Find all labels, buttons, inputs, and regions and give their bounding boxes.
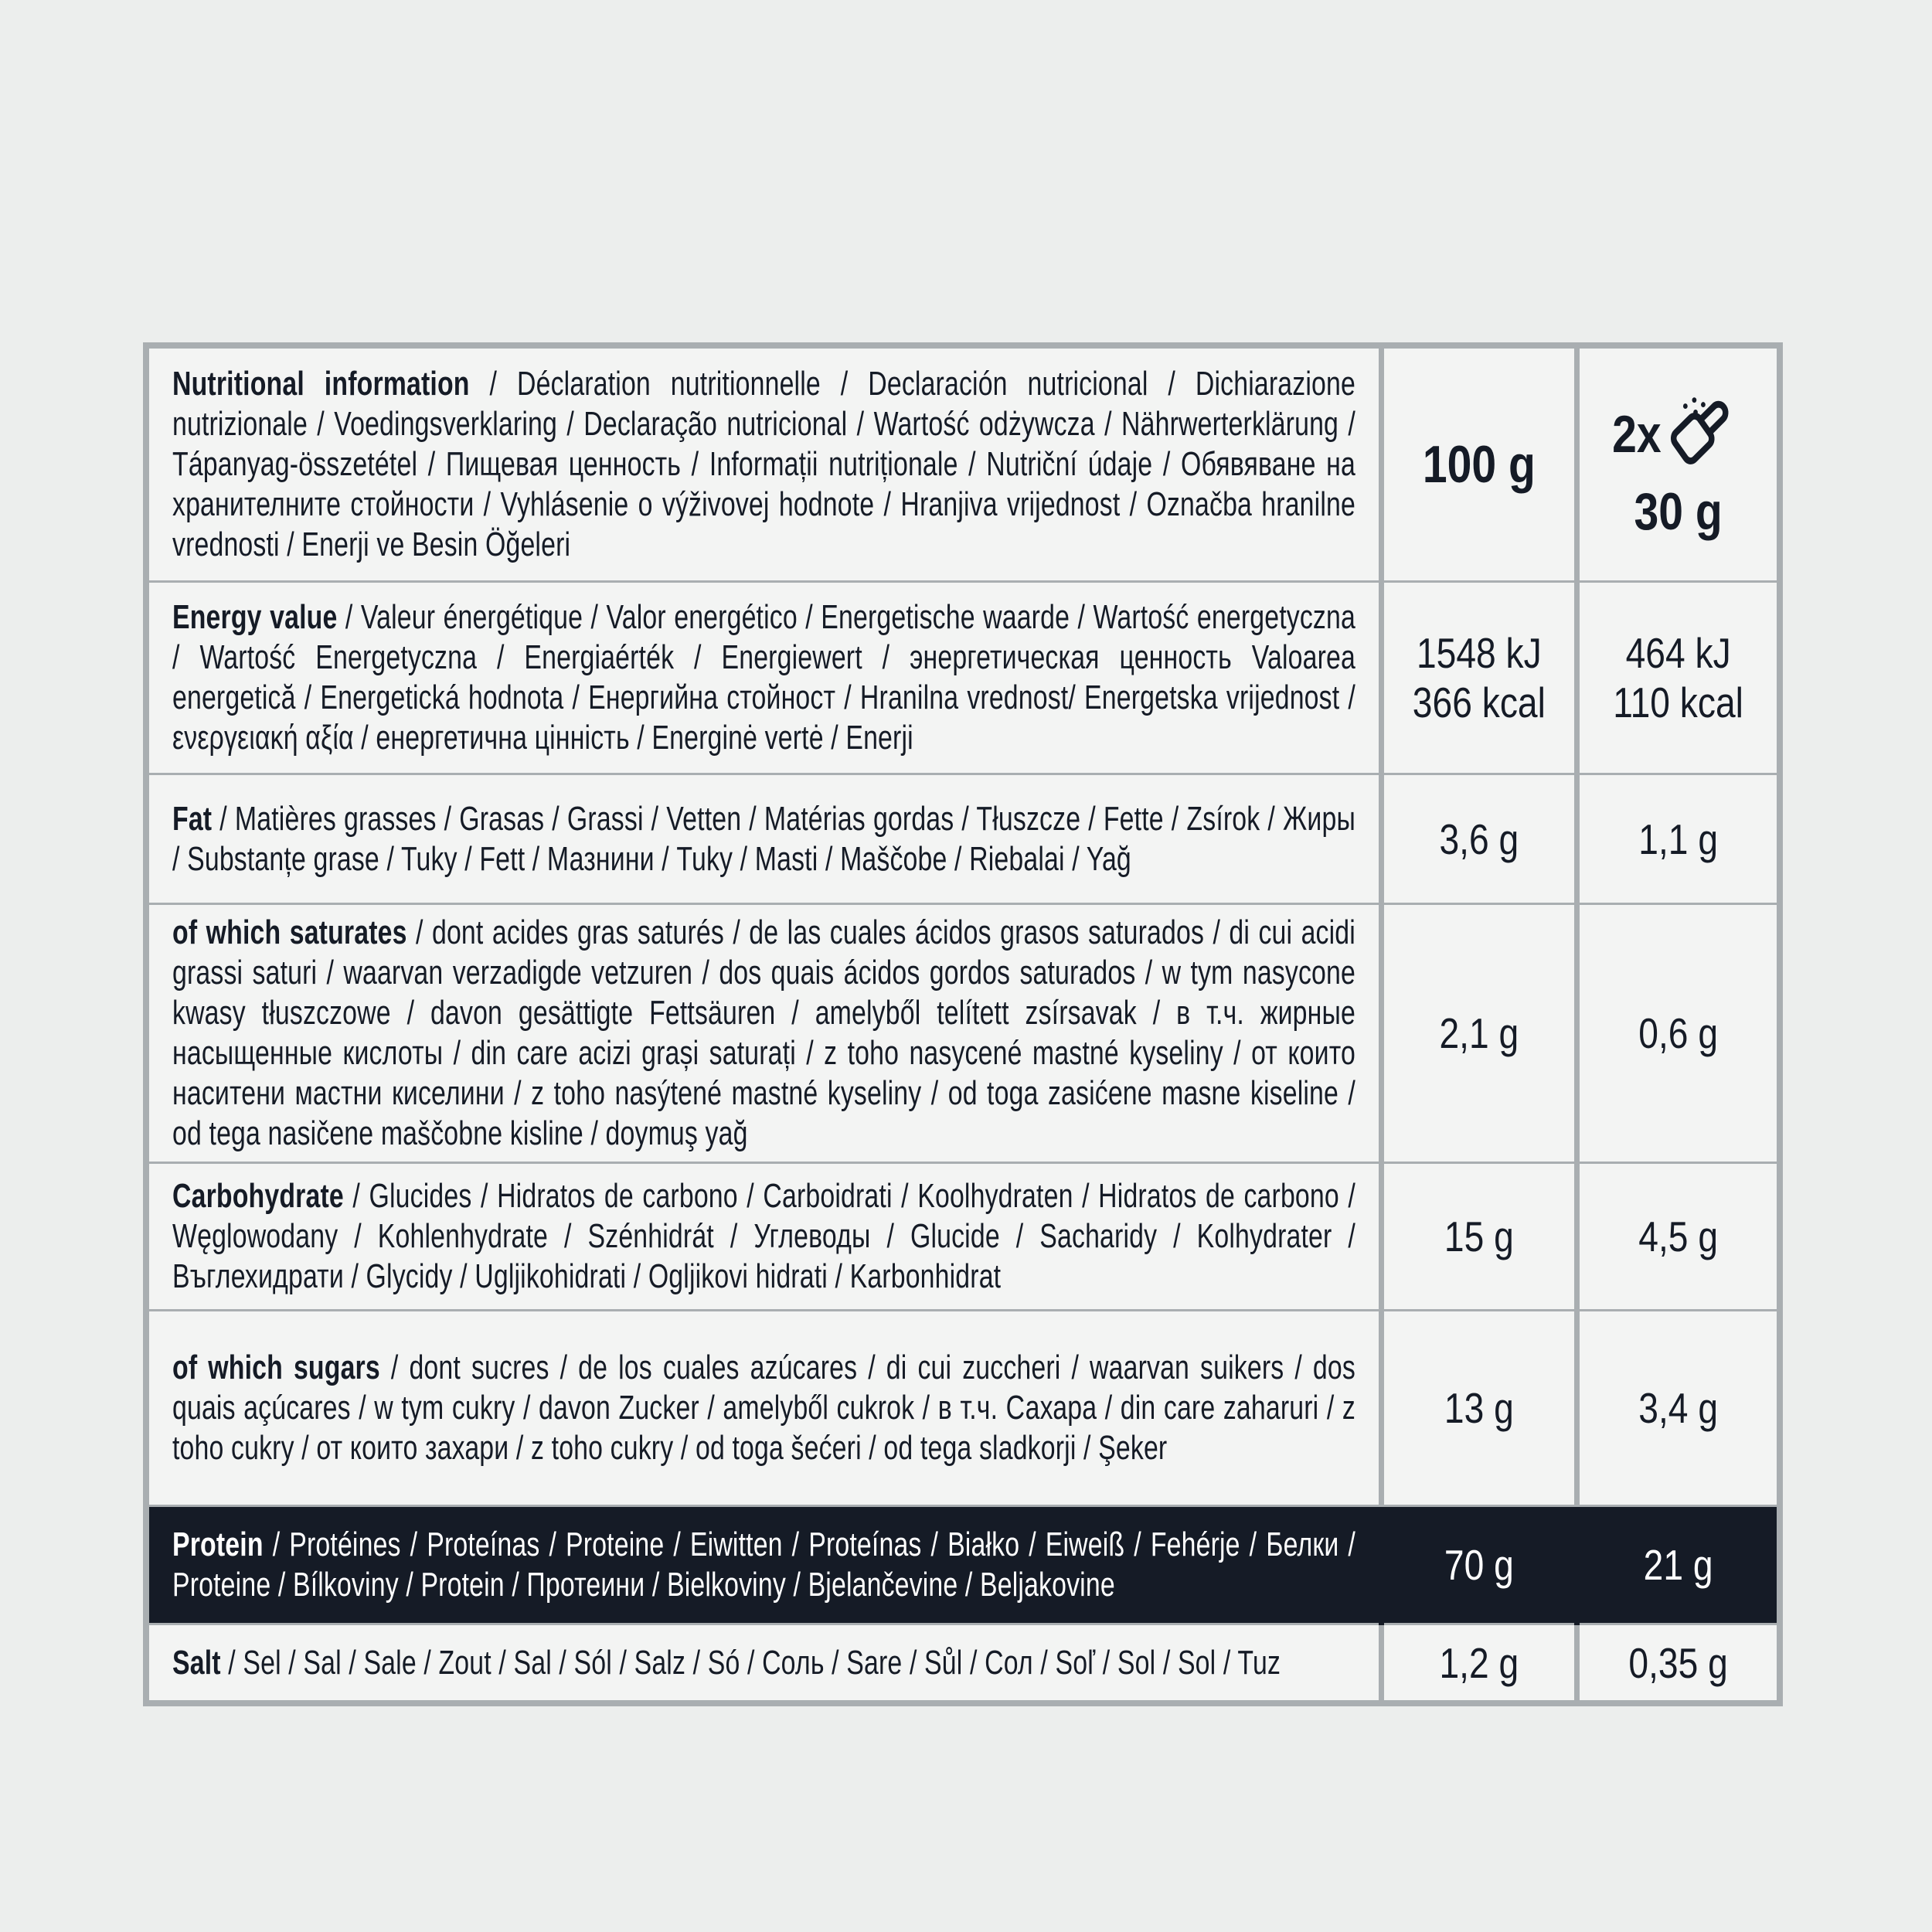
carbohydrate-per30-value: 4,5 g [1638,1213,1718,1260]
row-label-rest: / Matières grasses / Grasas / Grassi / Vetten / Matérias gordas / Tłuszcze / Fette / Zsírok / Жиры / Substanțe grase / Tuky / Fett / Мазнини / Tuky / Masti / Maščobe / Riebalai / Yağ [172,799,1355,878]
value-cell-saturates-per100 [1382,904,1577,1163]
row-energy [146,582,1780,774]
powder-dots [1683,397,1706,415]
energy-kcal: 366 kcal [1412,679,1546,726]
header-title-cell [146,345,1382,582]
energy-kcal: 110 kcal [1613,679,1743,726]
protein-per30-value: 21 g [1643,1541,1713,1589]
value-cell-saturates-per30 [1577,904,1780,1163]
row-label-bold: Fat [172,799,213,838]
row-sugars [146,1311,1780,1506]
header-title [172,364,1355,565]
saturates-per30-value: 0,6 g [1638,1009,1718,1057]
row-label-bold: of which saturates [172,913,407,951]
row-label-bold: Protein [172,1526,264,1563]
protein-per100-value: 70 g [1444,1541,1514,1589]
value-cell-salt-per30 [1577,1624,1780,1704]
value-cell-energy-per30 [1577,582,1780,774]
value-cell-fat-per100 [1382,774,1577,904]
sugars-per100-value: 13 g [1444,1384,1514,1432]
row-label [172,799,1355,879]
energy-per100-value [1400,628,1559,727]
label-cell-fat [146,774,1382,904]
row-carbohydrate [146,1163,1780,1311]
row-label [172,1525,1355,1605]
serving-amount: 30 g [1634,481,1723,541]
row-label-rest: / dont acides gras saturés / de las cuales ácidos grasos saturados / di cui acidi grassi saturi / waarvan verzadigde vetzuren / dos quais ácidos gordos saturados / w tym nasycone kwasy tłuszczowe / davon gesättigte Fettsäuren / amelyből telített zsírsavak / в т.ч. жирные насыщенные кислоты / din care acizi grași saturați / z toho nasycené mastné kyseliny / от които наситени мастни киселини / z toho nasýtené mastné kyseliny / od toga zasićene masne kiseline / od tega nasičene maščobne kisline / doymuş yağ [172,913,1355,1152]
row-label-bold: Energy value [172,598,338,636]
serving-column-header [1595,389,1760,540]
row-fat [146,774,1780,904]
carbohydrate-per100-value: 15 g [1444,1213,1514,1260]
row-salt [146,1624,1780,1704]
saturates-per100-value: 2,1 g [1439,1009,1519,1057]
row-label [172,1348,1355,1468]
row-label-rest: / dont sucres / de los cuales azúcares / di cui zuccheri / waarvan suikers / dos quais açúcares / w tym cukry / davon Zucker / amelyből cukrok / в т.ч. Сахара / din care zaharuri / z toho cukry / от които захари / z toho cukry / od toga šećeri / od tega sladkorji / Şeker [172,1349,1355,1467]
header-per100-cell [1382,345,1577,582]
row-label-rest: / Sel / Sal / Sale / Zout / Sal / Sól / Salz / Só / Соль / Sare / Sůl / Сол / Soľ / Sol / Sol / Tuz [220,1643,1281,1682]
row-label [172,1176,1355,1297]
per100-column-header: 100 g [1422,435,1536,494]
header-row [146,345,1780,582]
header-serving-cell [1577,345,1780,582]
value-cell-energy-per100 [1382,582,1577,774]
nutrition-table [143,342,1783,1706]
value-cell-sugars-per100 [1382,1311,1577,1506]
row-label-rest: / Protéines / Proteínas / Proteine / Eiwitten / Proteínas / Białko / Eiweiß / Fehérje / Белки / Proteine / Bílkoviny / Protein / Протеини / Bielkoviny / Bjelančevine / Beljakovine [172,1526,1355,1604]
row-protein-highlighted [146,1506,1780,1624]
row-label [172,1643,1355,1683]
value-cell-carbohydrate-per30 [1577,1163,1780,1311]
header-title-bold: Nutritional information [172,365,470,403]
label-cell-salt [146,1624,1382,1704]
value-cell-protein-per100 [1382,1506,1577,1624]
row-label [172,597,1355,758]
row-label-bold: Carbohydrate [172,1177,344,1215]
serving-multiplier: 2x [1611,405,1662,464]
header-title-rest: / Déclaration nutritionnelle / Declaración nutricional / Dichiarazione nutrizionale / Voedingsverklaring / Declaração nutricional / Wartość odżywcza / Nährwerterklärung / Tápanyag-összetétel / Пищевая ценность / Informații nutriționale / Nutriční údaje / Обявяване на хранителните стойности / Vyhlásenie o výživovej hodnote / Hranjiva vrijednost / Označba hranilne vrednosti / Enerji ve Besin Öğeleri [172,365,1355,563]
value-cell-fat-per30 [1577,774,1780,904]
value-cell-salt-per100 [1382,1624,1577,1704]
row-label-bold: Salt [172,1643,221,1682]
fat-per100-value: 3,6 g [1439,815,1519,863]
row-saturates [146,904,1780,1163]
value-cell-carbohydrate-per100 [1382,1163,1577,1311]
energy-kj: 1548 kJ [1416,629,1542,677]
label-cell-sugars [146,1311,1382,1506]
energy-per30-value [1595,628,1760,727]
scoop-icon [1668,389,1744,469]
row-label-bold: of which sugars [172,1349,380,1386]
value-cell-sugars-per30 [1577,1311,1780,1506]
label-cell-protein [146,1506,1382,1624]
energy-kj: 464 kJ [1625,629,1731,677]
label-cell-energy [146,582,1382,774]
label-cell-carbohydrate [146,1163,1382,1311]
row-label-rest: / Glucides / Hidratos de carbono / Carboidrati / Koolhydraten / Hidratos de carbono / Węglowodany / Kohlenhydrate / Szénhidrát / Углеводы / Glucide / Sacharidy / Kolhydrater / Въглехидрати / Glycidy / Ugljikohidrati / Ogljikovi hidrati / Karbonhidrat [172,1177,1355,1295]
salt-per30-value: 0,35 g [1628,1638,1728,1687]
sugars-per30-value: 3,4 g [1638,1384,1718,1432]
label-cell-saturates [146,904,1382,1163]
row-label-rest: / Valeur énergétique / Valor energético / Energetische waarde / Wartość energetyczna / Wartość Energetyczna / Energiaérték / Energiewert / энергетическая ценность Valoarea energetică / Energetická hodnota / Енергийна стойност / Hranilna vrednost/ Energetska vrijednost / ενεργειακή αξία / енергетична цінність / Energinė vertė / Enerji [172,598,1355,757]
serving-multiplier-row [1612,389,1744,480]
value-cell-protein-per30 [1577,1506,1780,1624]
row-label [172,913,1355,1154]
fat-per30-value: 1,1 g [1638,815,1718,863]
salt-per100-value: 1,2 g [1439,1638,1519,1687]
